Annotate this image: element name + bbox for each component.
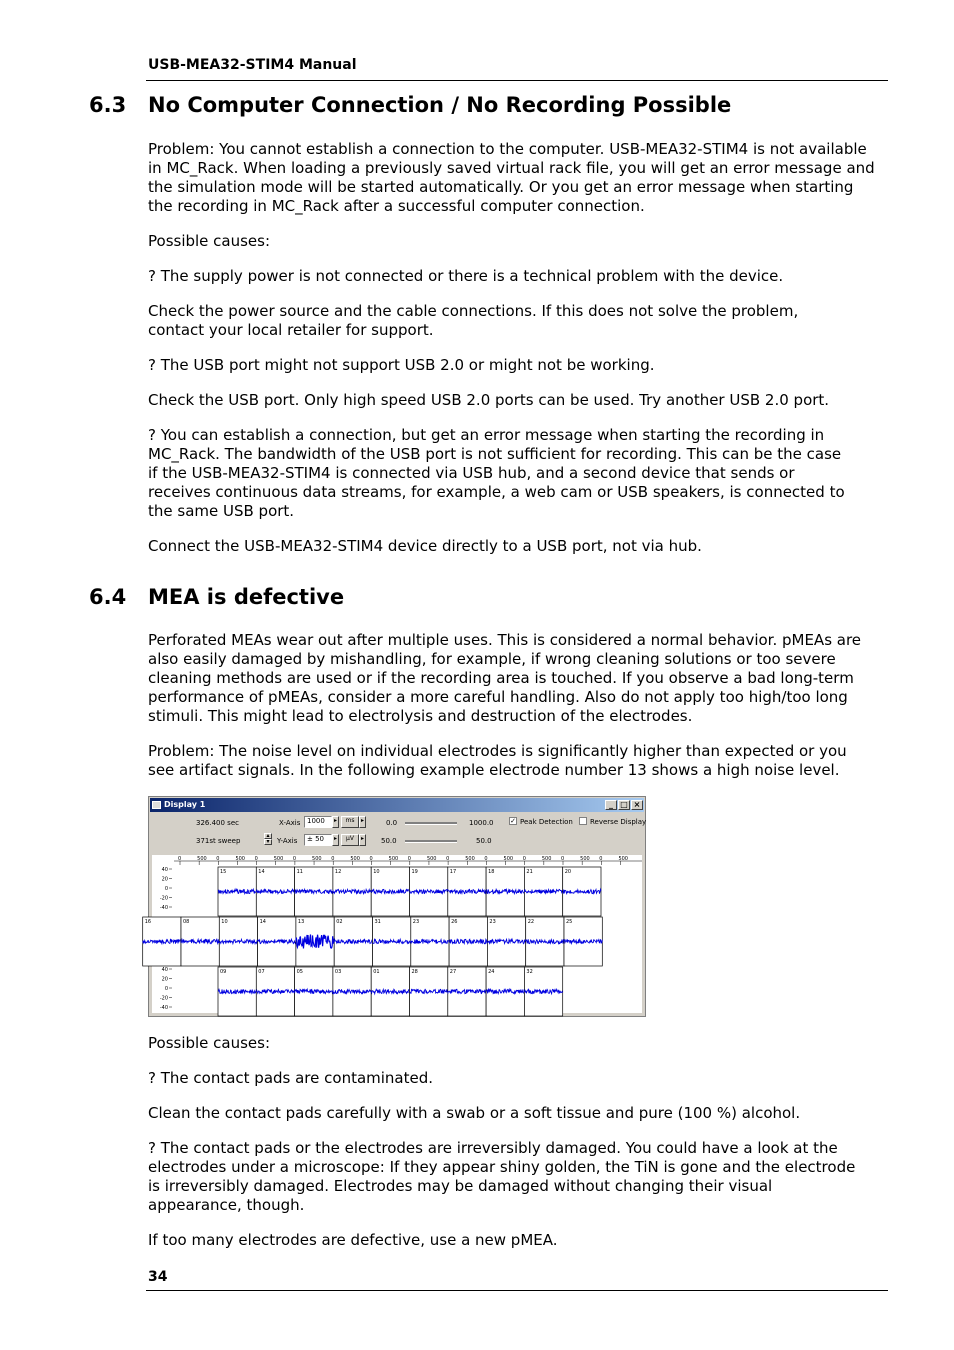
channel-label: 12 [334,869,342,875]
x-axis-input[interactable]: 1000 [304,816,332,828]
paragraph: ? The contact pads are contaminated. [148,1069,434,1087]
channel-label: 09 [220,969,227,975]
channel-label: 01 [373,969,380,975]
window-icon [152,801,161,809]
peak-detection-checkbox[interactable]: ✓ [510,817,516,825]
y-tick-label: 20 [161,976,168,983]
x-tick-label: 0 [369,856,373,862]
y-unit-spin[interactable]: ▸ [359,834,366,846]
running-header: USB-MEA32-STIM4 Manual [148,57,357,73]
channel-label: 14 [259,919,266,925]
x-axis-spin[interactable]: ▸ [332,816,339,828]
window-titlebar [150,798,644,812]
paragraph: Possible causes: [148,1034,271,1052]
section-title: MEA is defective [148,585,345,609]
sweep-down-arrow-icon[interactable]: ▾ [264,839,272,845]
x-min-value: 0.0 [386,819,398,827]
reverse-display-label: Reverse Display [590,818,647,826]
channel-label: 21 [526,869,533,875]
x-tick-label: 500 [197,856,207,862]
channel-label: 27 [449,969,457,975]
y-axis-spin[interactable]: ▸ [332,834,339,846]
channel-label: 10 [221,919,228,925]
y-min-value: 50.0 [381,837,397,845]
x-tick-label: 500 [503,856,514,862]
x-tick-label: 0 [522,856,526,862]
x-tick-label: 500 [541,856,552,862]
x-tick-label: 500 [618,856,628,862]
x-tick-label: 500 [350,856,360,862]
minimize-icon[interactable]: _ [605,800,617,810]
time-readout: 326.400 sec [196,819,239,827]
section-number: 6.4 [89,585,127,609]
channel-label: 23 [489,919,496,925]
channel-label: 02 [336,919,343,925]
channel-label: 17 [449,869,457,875]
channel-label: 18 [488,869,495,875]
channel-label: 08 [183,919,190,925]
x-range-slider[interactable] [405,822,457,825]
channel-label: 16 [144,919,152,925]
x-tick-label: 500 [235,856,245,862]
window-title: Display 1 [164,800,206,809]
paragraph: Check the power source and the cable connections. If this does not solve the problem, contact your local retailer for support. [148,302,799,339]
channel-label: 13 [297,919,305,925]
paragraph: Check the USB port. Only high speed USB 2.0 ports can be used. Try another USB 2.0 port. [148,391,830,409]
paragraph: Clean the contact pads carefully with a swab or a soft tissue and pure (100 %) alcohol. [148,1104,801,1122]
channel-label: 22 [527,919,535,925]
x-tick-label: 0 [292,856,297,862]
peak-detection-label: Peak Detection [520,818,573,826]
maximize-icon[interactable]: □ [618,800,630,810]
section-number: 6.3 [89,93,127,117]
section-title: No Computer Connection / No Recording Possible [148,93,732,117]
channel-label: 25 [566,919,573,925]
paragraph: Perforated MEAs wear out after multiple uses. This is considered a normal behavior. pMEAs are also easily damaged by mishandling, for example, if wrong cleaning solutions or too severe cleaning methods are used or if the recording area is touched. If you observe a bad long-term performance of pMEAs, consider a more careful handling. Also do not apply too high/too long stimuli. This might lead to electrolysis and destruction of the electrodes. [148,631,862,725]
electrode-signal-grid [144,855,642,1013]
channel-label: 31 [374,919,381,925]
channel-label: 10 [373,869,380,875]
y-tick-label: -40 [159,905,168,911]
paragraph: Connect the USB-MEA32-STIM4 device directly to a USB port, not via hub. [148,537,702,555]
y-tick-label: -40 [159,1005,168,1011]
paragraph: ? You can establish a connection, but get an error message when starting the recording in MC_Rack. The bandwidth of the USB port is not sufficient for recording. This can be the case if the USB-MEA32-STIM4 is connected via USB hub, and a second device that sends or receives continuous data streams, for example, a web cam or USB speakers, is connected to the same USB port. [148,426,845,520]
footer-rule [146,1290,888,1291]
x-tick-label: 500 [426,856,437,862]
x-tick-label: 0 [216,856,220,862]
sweep-up-arrow-icon[interactable]: ▴ [264,833,272,839]
y-tick-label: 0 [164,886,168,892]
x-tick-label: 0 [178,856,182,862]
y-max-value: 50.0 [476,837,492,845]
paragraph: ? The supply power is not connected or there is a technical problem with the device. [148,267,784,285]
x-axis-label: X-Axis [279,819,301,827]
display-window-figure [144,796,647,1017]
x-tick-label: 0 [561,856,565,862]
y-axis-unit[interactable]: µV [341,834,359,846]
sweep-readout: 371st sweep [196,837,241,845]
close-icon[interactable]: × [631,800,643,810]
paragraph: ? The contact pads or the electrodes are irreversibly damaged. You could have a look at the electrodes under a microscope: If they appear shiny golden, the TiN is gone and the electrode is irreversibly damaged. Electrodes may be damaged without changing their visual appearance, though. [148,1139,856,1214]
channel-label: 14 [258,869,265,875]
x-tick-label: 0 [331,856,335,862]
x-axis-unit[interactable]: ms [341,816,359,828]
x-tick-label: 500 [580,856,590,862]
channel-label: 03 [334,969,342,975]
channel-label: 20 [564,869,572,875]
x-tick-label: 0 [484,856,488,862]
y-tick-label: 40 [161,967,168,973]
x-tick-label: 0 [446,856,450,862]
x-tick-label: 500 [273,856,284,862]
header-rule [146,80,888,81]
channel-label: 23 [412,919,420,925]
y-range-slider[interactable] [405,840,457,843]
section-6-3-heading [89,93,731,117]
channel-label: 24 [488,969,495,975]
channel-label: 15 [220,869,227,875]
paragraph: Possible causes: [148,232,271,250]
channel-label: 11 [296,869,303,875]
channel-label: 05 [296,969,303,975]
x-max-value: 1000.0 [469,819,494,827]
x-tick-label: 500 [388,856,399,862]
paragraph: If too many electrodes are defective, use a new pMEA. [148,1231,558,1249]
paragraph: ? The USB port might not support USB 2.0 or might not be working. [148,356,655,374]
channel-label: 26 [451,919,458,925]
x-tick-label: 500 [312,856,322,862]
x-tick-label: 0 [254,856,258,862]
x-tick-label: 0 [407,856,411,862]
x-unit-spin[interactable]: ▸ [359,816,366,828]
x-tick-label: 500 [465,856,475,862]
y-tick-label: -20 [159,895,168,902]
reverse-display-checkbox[interactable] [579,817,587,825]
x-tick-label: 0 [599,856,603,862]
y-axis-label: Y-Axis [277,837,298,845]
y-tick-label: 40 [161,867,168,873]
page-number: 34 [148,1269,168,1285]
y-axis-input[interactable]: ± 50 [304,834,332,846]
channel-label: 28 [411,969,418,975]
y-tick-label: 0 [164,986,168,992]
y-tick-label: 20 [161,876,168,883]
channel-label: 07 [258,969,265,975]
section-6-4-heading [89,585,344,609]
channel-label: 32 [526,969,533,975]
paragraph: Problem: You cannot establish a connection to the computer. USB-MEA32-STIM4 is not available in MC_Rack. When loading a previously saved virtual rack file, you will get an error message and the simulation mode will be started automatically. Or you get an error message when starting the recording in MC_Rack after a successful computer connection. [148,140,875,215]
channel-label: 19 [411,869,418,875]
y-tick-label: -20 [159,995,168,1002]
paragraph: Problem: The noise level on individual electrodes is significantly higher than expected or you see artifact signals. In the following example electrode number 13 shows a high noise level. [148,742,847,779]
